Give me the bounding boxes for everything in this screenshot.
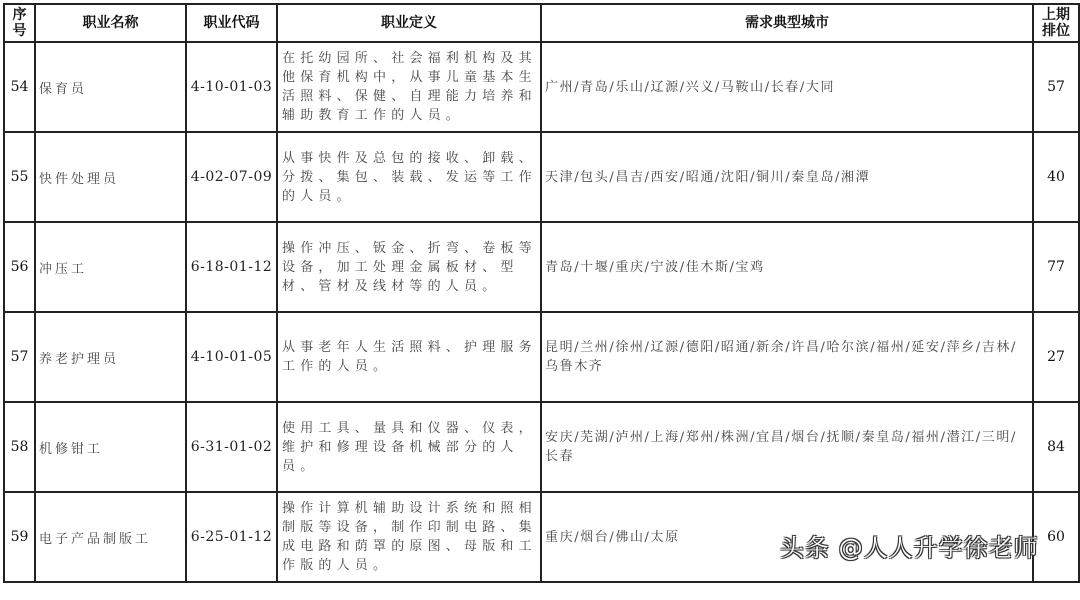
table-header-row bbox=[4, 4, 1079, 42]
header-name: 职业名称 bbox=[35, 4, 186, 42]
previous-rank: 57 bbox=[1033, 42, 1079, 132]
occupation-definition: 使用工具、量具和仪器、仪表，维护和修理设备机械部分的人员。 bbox=[277, 402, 541, 492]
occupation-name: 电子产品制版工 bbox=[35, 492, 186, 582]
watermark: 头条 @人人升学徐老师 bbox=[780, 534, 1039, 562]
previous-rank: 77 bbox=[1033, 222, 1079, 312]
header-code: 职业代码 bbox=[186, 4, 277, 42]
occupation-table bbox=[3, 3, 1080, 583]
occupation-code: 6-18-01-12 bbox=[186, 222, 277, 312]
occupation-code: 6-31-01-02 bbox=[186, 402, 277, 492]
row-index: 58 bbox=[4, 402, 35, 492]
header-definition: 职业定义 bbox=[277, 4, 541, 42]
occupation-code: 4-10-01-03 bbox=[186, 42, 277, 132]
header-index: 序号 bbox=[4, 4, 35, 42]
row-index: 54 bbox=[4, 42, 35, 132]
table-body bbox=[4, 42, 1079, 582]
demand-cities: 广州/青岛/乐山/辽源/兴义/马鞍山/长春/大同 bbox=[541, 42, 1033, 132]
row-index: 55 bbox=[4, 132, 35, 222]
occupation-name: 快件处理员 bbox=[35, 132, 186, 222]
row-index: 59 bbox=[4, 492, 35, 582]
demand-cities: 天津/包头/昌吉/西安/昭通/沈阳/铜川/秦皇岛/湘潭 bbox=[541, 132, 1033, 222]
occupation-code: 6-25-01-12 bbox=[186, 492, 277, 582]
occupation-name: 机修钳工 bbox=[35, 402, 186, 492]
demand-cities: 重庆/烟台/佛山/太原 bbox=[541, 492, 1033, 582]
demand-cities: 青岛/十堰/重庆/宁波/佳木斯/宝鸡 bbox=[541, 222, 1033, 312]
occupation-definition: 操作冲压、钣金、折弯、卷板等设备，加工处理金属板材、型材、管材及线材等的人员。 bbox=[277, 222, 541, 312]
demand-cities: 安庆/芜湖/泸州/上海/郑州/株洲/宜昌/烟台/抚顺/秦皇岛/福州/潜江/三明/长春 bbox=[541, 402, 1033, 492]
table-row bbox=[4, 312, 1079, 402]
occupation-definition: 从事老年人生活照料、护理服务工作的人员。 bbox=[277, 312, 541, 402]
header-cities: 需求典型城市 bbox=[541, 4, 1033, 42]
previous-rank: 84 bbox=[1033, 402, 1079, 492]
table-row bbox=[4, 402, 1079, 492]
occupation-definition: 从事快件及总包的接收、卸载、分拨、集包、装载、发运等工作的人员。 bbox=[277, 132, 541, 222]
occupation-definition: 在托幼园所、社会福利机构及其他保育机构中，从事儿童基本生活照料、保健、自理能力培养和辅助教育工作的人员。 bbox=[277, 42, 541, 132]
table-row bbox=[4, 132, 1079, 222]
occupation-name: 保育员 bbox=[35, 42, 186, 132]
occupation-name: 养老护理员 bbox=[35, 312, 186, 402]
row-index: 57 bbox=[4, 312, 35, 402]
previous-rank: 60 bbox=[1033, 492, 1079, 582]
occupation-code: 4-02-07-09 bbox=[186, 132, 277, 222]
table-row bbox=[4, 42, 1079, 132]
table-row bbox=[4, 222, 1079, 312]
demand-cities: 昆明/兰州/徐州/辽源/德阳/昭通/新余/许昌/哈尔滨/福州/延安/萍乡/吉林/乌鲁木齐 bbox=[541, 312, 1033, 402]
occupation-name: 冲压工 bbox=[35, 222, 186, 312]
row-index: 56 bbox=[4, 222, 35, 312]
header-previous-rank: 上期排位 bbox=[1033, 4, 1079, 42]
previous-rank: 27 bbox=[1033, 312, 1079, 402]
occupation-code: 4-10-01-05 bbox=[186, 312, 277, 402]
previous-rank: 40 bbox=[1033, 132, 1079, 222]
occupation-definition: 操作计算机辅助设计系统和照相制版等设备，制作印制电路、集成电路和荫罩的原图、母版和工作版的人员。 bbox=[277, 492, 541, 582]
